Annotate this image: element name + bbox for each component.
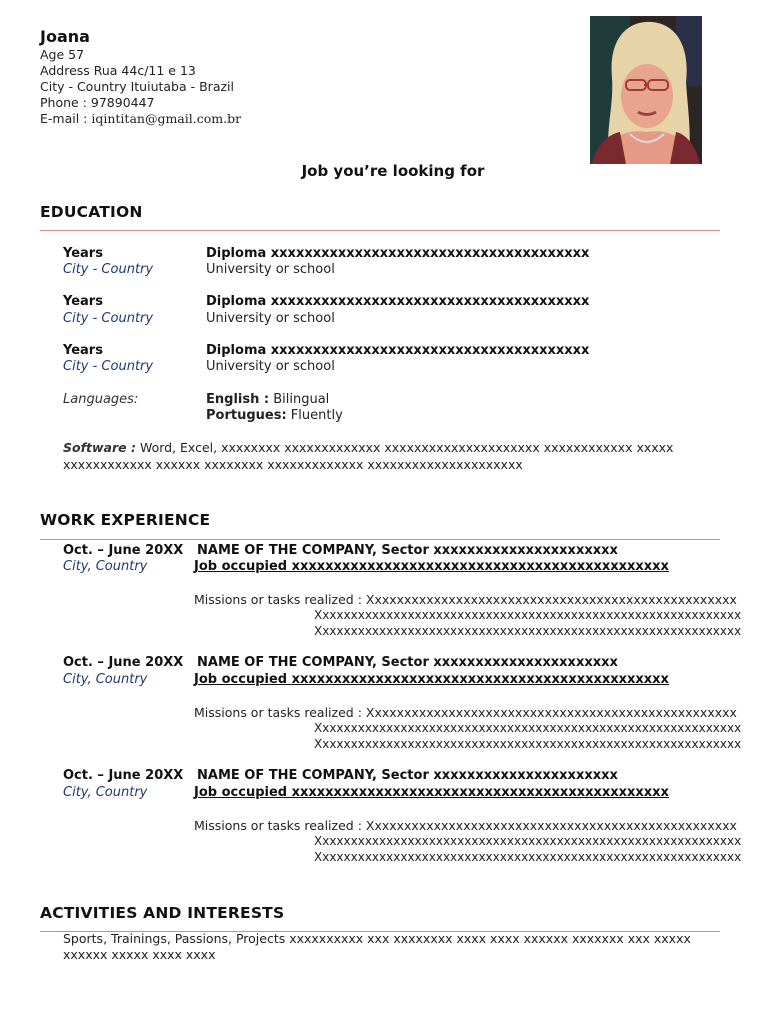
language-name: Portugues:: [206, 408, 287, 423]
work-company: NAME OF THE COMPANY, Sector xxxxxxxxxxxxxxxxxxxxxx: [197, 655, 618, 670]
education-diploma: Diploma xxxxxxxxxxxxxxxxxxxxxxxxxxxxxxxxxxxxxx: [206, 343, 590, 358]
missions-text: Xxxxxxxxxxxxxxxxxxxxxxxxxxxxxxxxxxxxxxxxxxxxxxxxxx: [365, 705, 737, 720]
work-missions: [194, 705, 737, 720]
missions-label: Missions or tasks realized :: [194, 592, 366, 607]
age-text: Age 57: [40, 47, 85, 62]
education-rule: [40, 230, 720, 231]
education-location: City - Country: [63, 359, 154, 374]
missions-text: Xxxxxxxxxxxxxxxxxxxxxxxxxxxxxxxxxxxxxxxxxxxxxxxxxxxxxxxxxxxx: [314, 721, 742, 735]
missions-text: Xxxxxxxxxxxxxxxxxxxxxxxxxxxxxxxxxxxxxxxxxxxxxxxxxxxxxxxxxxxx: [314, 834, 742, 848]
language-level: Fluently: [286, 408, 343, 423]
work-dates: Oct. – June 20XX: [63, 543, 184, 558]
email-line: [40, 111, 241, 127]
missions-text: Xxxxxxxxxxxxxxxxxxxxxxxxxxxxxxxxxxxxxxxxxxxxxxxxxxxxxxxxxxxx: [314, 608, 742, 622]
email-value[interactable]: iqintitan@gmail.com.br: [91, 111, 242, 126]
education-location: City - Country: [63, 262, 154, 277]
phone-text: Phone : 97890447: [40, 95, 155, 110]
missions-label: Missions or tasks realized :: [194, 705, 366, 720]
software-list-cont: xxxxxxxxxxxx xxxxxx xxxxxxxx xxxxxxxxxxxxx xxxxxxxxxxxxxxxxxxxxx: [63, 457, 523, 472]
work-job: Job occupied xxxxxxxxxxxxxxxxxxxxxxxxxxxxxxxxxxxxxxxxxxxxx: [194, 672, 669, 687]
address-text: Address Rua 44c/11 e 13: [40, 63, 196, 78]
software-list: Word, Excel, xxxxxxxx xxxxxxxxxxxxx xxxxxxxxxxxxxxxxxxxxx xxxxxxxxxxxx xxxxx: [135, 440, 674, 455]
work-location: City, Country: [63, 785, 148, 800]
work-company: NAME OF THE COMPANY, Sector xxxxxxxxxxxxxxxxxxxxxx: [197, 543, 618, 558]
education-diploma: Diploma xxxxxxxxxxxxxxxxxxxxxxxxxxxxxxxxxxxxxx: [206, 246, 590, 261]
activities-heading: ACTIVITIES AND INTERESTS: [40, 904, 285, 922]
work-job: Job occupied xxxxxxxxxxxxxxxxxxxxxxxxxxxxxxxxxxxxxxxxxxxxx: [194, 785, 669, 800]
education-school: University or school: [206, 359, 335, 374]
work-location: City, Country: [63, 559, 148, 574]
email-label: E-mail :: [40, 111, 92, 126]
work-missions: [194, 818, 737, 833]
work-dates: Oct. – June 20XX: [63, 768, 184, 783]
work-missions: [194, 592, 737, 607]
portrait-image: [590, 16, 702, 164]
languages-label: Languages:: [63, 392, 139, 407]
education-school: University or school: [206, 311, 335, 326]
education-diploma: Diploma xxxxxxxxxxxxxxxxxxxxxxxxxxxxxxxxxxxxxx: [206, 294, 590, 309]
work-rule: [40, 539, 720, 540]
candidate-name: Joana: [40, 27, 90, 46]
missions-text: Xxxxxxxxxxxxxxxxxxxxxxxxxxxxxxxxxxxxxxxxxxxxxxxxxxxxxxxxxxxx: [314, 737, 742, 751]
language-portugues: [206, 408, 343, 423]
work-job: Job occupied xxxxxxxxxxxxxxxxxxxxxxxxxxxxxxxxxxxxxxxxxxxxx: [194, 559, 669, 574]
software-label: Software :: [63, 440, 136, 455]
missions-text: Xxxxxxxxxxxxxxxxxxxxxxxxxxxxxxxxxxxxxxxxxxxxxxxxxx: [365, 818, 737, 833]
missions-text: Xxxxxxxxxxxxxxxxxxxxxxxxxxxxxxxxxxxxxxxxxxxxxxxxxxxxxxxxxxxx: [314, 850, 742, 864]
work-company: NAME OF THE COMPANY, Sector xxxxxxxxxxxxxxxxxxxxxx: [197, 768, 618, 783]
education-location: City - Country: [63, 311, 154, 326]
work-location: City, Country: [63, 672, 148, 687]
language-english: [206, 392, 329, 407]
job-title: Job you’re looking for: [301, 162, 485, 180]
language-level: Bilingual: [269, 392, 330, 407]
work-heading: WORK EXPERIENCE: [40, 511, 211, 529]
software-line: [63, 440, 673, 455]
city-text: City - Country Ituiutaba - Brazil: [40, 79, 234, 94]
missions-text: Xxxxxxxxxxxxxxxxxxxxxxxxxxxxxxxxxxxxxxxxxxxxxxxxxx: [365, 592, 737, 607]
education-heading: EDUCATION: [40, 203, 143, 221]
language-name: English :: [206, 392, 270, 407]
work-dates: Oct. – June 20XX: [63, 655, 184, 670]
activities-text: Sports, Trainings, Passions, Projects xxxxxxxxxx xxx xxxxxxxx xxxx xxxx xxxxxx xxxxxxx xxx xxxxx: [63, 931, 691, 946]
education-school: University or school: [206, 262, 335, 277]
missions-label: Missions or tasks realized :: [194, 818, 366, 833]
missions-text: Xxxxxxxxxxxxxxxxxxxxxxxxxxxxxxxxxxxxxxxxxxxxxxxxxxxxxxxxxxxx: [314, 624, 742, 638]
education-years: Years: [63, 294, 103, 309]
education-years: Years: [63, 343, 103, 358]
profile-photo: [590, 16, 702, 164]
activities-text-cont: xxxxxx xxxxx xxxx xxxx: [63, 947, 216, 962]
education-years: Years: [63, 246, 103, 261]
